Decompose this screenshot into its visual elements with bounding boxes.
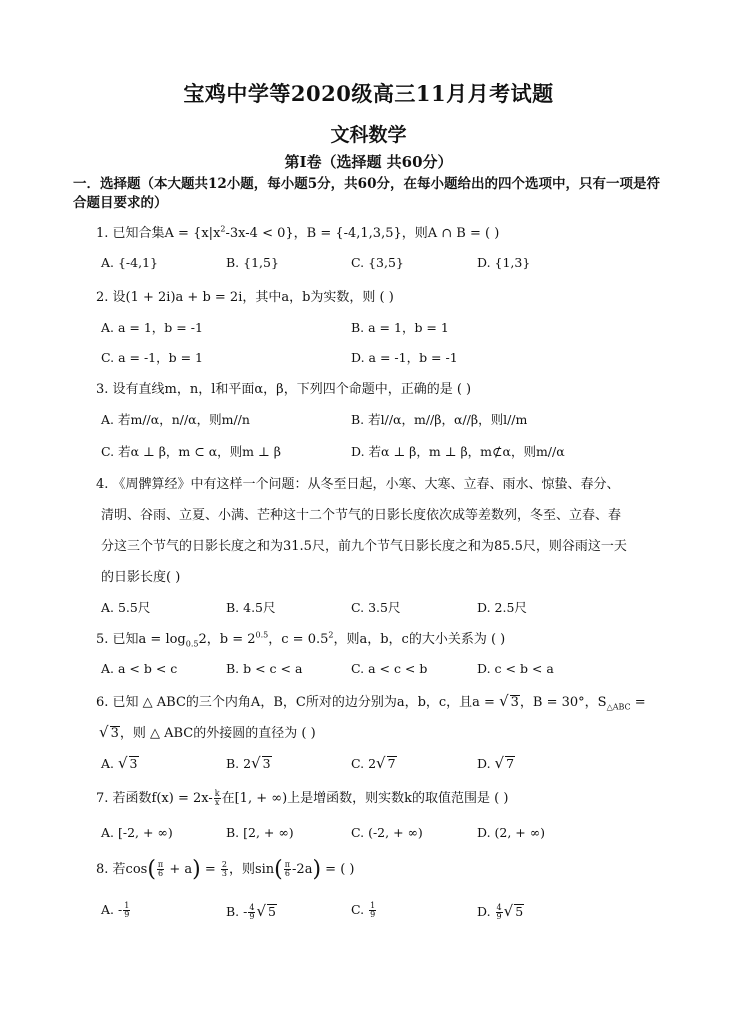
q7-stem: 7. 若函数f(x) = 2x- $\frac{k}{x}$ 在[1, + ∞)上是增函数，则实数k的取值范围是 ( ) — [96, 789, 509, 807]
q6-option-d: D. √ 7 — [477, 754, 515, 772]
q5-option-b: B. b < c < a — [226, 661, 303, 676]
q7-option-a: A. [-2, + ∞) — [101, 825, 173, 840]
exam-subject: 文科数学 — [330, 124, 407, 146]
section-heading: 一．选择题（本大题共12小题，每小题5分，共60分，在每小题给出的四个选项中，只有一项是符合题目要求的） — [73, 176, 660, 211]
q2-option-d: D. a = -1，b = -1 — [351, 350, 458, 365]
q6-stem-line1: 6. 已知 △ ABC的三个内角A，B，C所对的边分别为a，b，c，且a = √ 3，B = 30°，$S_{\triangle ABC}$ = — [96, 692, 646, 712]
q6-option-b: B. 2√ 3 — [226, 754, 271, 772]
q5-stem: 5. 已知$a = \log_{0.5}2$，$b = 2^{0.5}$，$c = 0.5^2$，则a，b，c的大小关系为 ( ) — [96, 630, 506, 649]
q3-option-a: A. 若m//α，n//α，则m//n — [101, 412, 250, 427]
q2-option-b: B. a = 1，b = 1 — [351, 320, 449, 335]
q4-stem-line2: 清明、谷雨、立夏、小满、芒种这十二个节气的日影长度依次成等差数列，冬至、立春、春 — [101, 508, 622, 523]
q2-option-a: A. a = 1，b = -1 — [101, 320, 203, 335]
q3-stem: 3. 设有直线m，n，l和平面α，β，下列四个命题中，正确的是 ( ) — [96, 382, 472, 397]
q6-option-c: C. 2√ 7 — [351, 754, 396, 772]
q1-option-b: B. {1,5} — [226, 255, 279, 270]
q2-stem: 2. 设(1 + 2i)a + b = 2i，其中a，b为实数，则 ( ) — [96, 290, 394, 305]
q8-option-c: C. $\frac{1}{9}$ — [351, 901, 376, 919]
q6-stem-line2: √ 3，则 △ ABC的外接圆的直径为 ( ) — [99, 723, 316, 741]
q7-option-c: C. (-2, + ∞) — [351, 825, 423, 840]
q7-option-b: B. [2, + ∞) — [226, 825, 294, 840]
q4-option-a: A. 5.5尺 — [101, 600, 151, 615]
q8-stem: 8. 若cos( $\frac{\pi}{6}$ + a) = $\frac{2}{3}$ ，则sin( $\frac{\pi}{6}$ -2a) = ( ) — [96, 857, 355, 882]
q4-option-b: B. 4.5尺 — [226, 600, 276, 615]
q5-option-d: D. c < b < a — [477, 661, 554, 676]
q4-stem-line4: 的日影长度( ) — [101, 570, 181, 585]
volume-heading: 第Ⅰ卷（选择题 共60分） — [284, 153, 453, 171]
q7-fraction: $\frac{k}{x}$ — [214, 789, 220, 807]
q4-option-c: C. 3.5尺 — [351, 600, 401, 615]
q2-option-c: C. a = -1，b = 1 — [101, 350, 203, 365]
q1-stem: 1. 已知合集$A = \{x|x^2-3x-4 < 0\}$，B = {-4,1,3,5}，则A ∩ B = ( ) — [96, 224, 500, 241]
q1-option-c: C. {3,5} — [351, 255, 404, 270]
q5-option-c: C. a < c < b — [351, 661, 428, 676]
q7-option-d: D. (2, + ∞) — [477, 825, 546, 840]
q5-option-a: A. a < b < c — [101, 661, 178, 676]
q8-option-a: A. - $\frac{1}{9}$ — [101, 901, 130, 919]
q6-option-a: A. √ 3 — [101, 754, 138, 772]
q1-option-a: A. {-4,1} — [101, 255, 158, 270]
q8-option-b: B. - $\frac{4}{9}$ √ 5 — [226, 902, 276, 921]
q4-option-d: D. 2.5尺 — [477, 600, 527, 615]
q1-option-d: D. {1,3} — [477, 255, 531, 270]
exam-title: 宝鸡中学等2020级高三11月月考试题 — [183, 81, 554, 106]
q4-stem-line3: 分这三个节气的日影长度之和为31.5尺，前九个节气日影长度之和为85.5尺，则谷雨这一天 — [101, 539, 627, 554]
q3-option-c: C. 若α ⊥ β，m ⊂ α，则m ⊥ β — [101, 444, 281, 459]
q4-stem-line1: 4. 《周髀算经》中有这样一个问题：从冬至日起，小寒、大寒、立春、雨水、惊蛰、春分、 — [96, 477, 620, 492]
q3-option-d: D. 若α ⊥ β，m ⊥ β，m⊄α，则m//α — [351, 444, 565, 459]
q8-option-d: D. $\frac{4}{9}$ √ 5 — [477, 902, 524, 921]
q3-option-b: B. 若l//α，m//β，α//β，则l//m — [351, 412, 528, 427]
